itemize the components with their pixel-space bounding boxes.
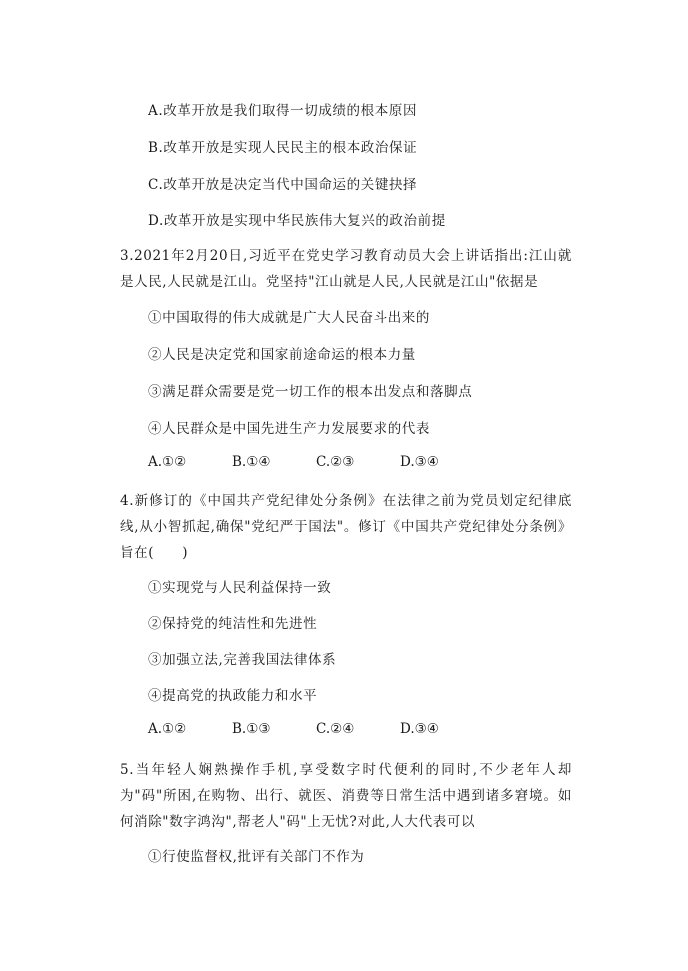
q4-item-4: ④提高党的执政能力和水平	[148, 688, 318, 704]
q4-item-2: ②保持党的纯洁性和先进性	[148, 616, 318, 632]
q4-choice-a: A.①②	[148, 721, 187, 737]
q3-item-3: ③满足群众需要是党一切工作的根本出发点和落脚点	[148, 384, 473, 400]
q3-choices	[148, 454, 484, 470]
q4-choice-b: B.①③	[232, 721, 271, 737]
q3-choice-c: C.②③	[316, 454, 355, 470]
q4-item-1: ①实现党与人民利益保持一致	[148, 580, 332, 596]
q5-item-1: ①行使监督权,批评有关部门不作为	[148, 849, 365, 865]
q3-choice-b: B.①④	[232, 454, 271, 470]
q4-stem: 4.新修订的《中国共产党纪律处分条例》在法律之前为党员划定纪律底线,从小智抓起,确保"党纪严于国法"。修订《中国共产党纪律处分条例》旨在( )	[120, 493, 572, 561]
q4-choices	[148, 721, 484, 737]
q3-item-4: ④人民群众是中国先进生产力发展要求的代表	[148, 421, 430, 437]
q2-option-c: C.改革开放是决定当代中国命运的关键抉择	[148, 177, 418, 193]
q4-choice-c: C.②④	[316, 721, 355, 737]
q4-item-3: ③加强立法,完善我国法律体系	[148, 652, 337, 668]
q3-item-2: ②人民是决定党和国家前途命运的根本力量	[148, 347, 416, 363]
q3-choice-a: A.①②	[148, 454, 187, 470]
q3-stem: 3.2021年2月20日,习近平在党史学习教育动员大会上讲话指出:江山就是人民,人民就是江山。党坚持"江山就是人民,人民就是江山"依据是	[120, 248, 572, 290]
q5-stem: 5.当年轻人娴熟操作手机,享受数字时代便利的同时,不少老年人却为"码"所困,在购物、出行、就医、消费等日常生活中遇到诸多窘境。如何消除"数字鸿沟",帮老人"码"上无忧?对此,人大代表可以	[120, 762, 572, 830]
q4-choice-d: D.③④	[400, 721, 439, 737]
q3-choice-d: D.③④	[400, 454, 439, 470]
q3-item-1: ①中国取得的伟大成就是广大人民奋斗出来的	[148, 310, 430, 326]
q2-option-a: A.改革开放是我们取得一切成绩的根本原因	[148, 103, 418, 119]
q2-option-d: D.改革开放是实现中华民族伟大复兴的政治前提	[148, 213, 446, 229]
q2-option-b: B.改革开放是实现人民民主的根本政治保证	[148, 140, 418, 156]
